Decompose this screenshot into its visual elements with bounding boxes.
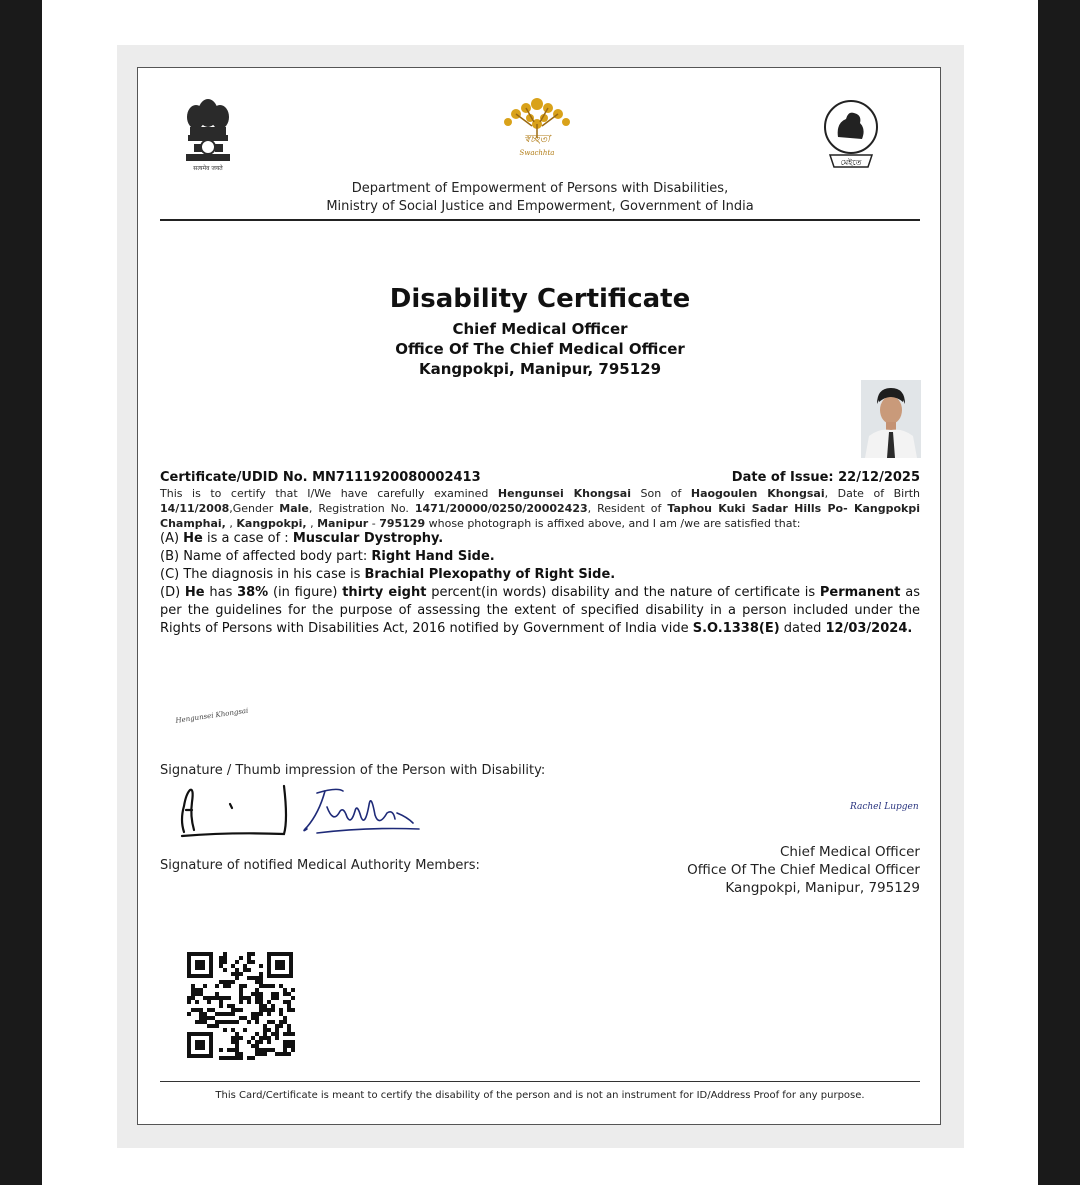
cmo-signature xyxy=(848,795,919,817)
authority-signature-2 xyxy=(297,783,422,838)
office-line-3: Kangpokpi, Manipur, 795129 xyxy=(419,360,661,378)
department-header xyxy=(160,180,920,216)
header-divider xyxy=(160,219,920,221)
certificate-number: Certificate/UDID No. MN7111920080002413 xyxy=(160,470,481,485)
footer-disclaimer: This Card/Certificate is meant to certify the disability of the person and is not an instrument for ID/Address Proof for any purpose. xyxy=(215,1090,865,1101)
person-name: Hengunsei Khongsai xyxy=(497,487,631,500)
state-logo-text: স্বচ্ছতা xyxy=(524,134,550,145)
person-signature-label: Signature / Thumb impression of the Person with Disability: xyxy=(160,763,546,778)
cmo-block xyxy=(680,843,920,897)
address-line-2: Kangpokpi, xyxy=(236,517,307,530)
manipur-seal-icon xyxy=(818,99,884,171)
cmo-line-2: Office Of The Chief Medical Officer xyxy=(687,862,920,878)
office-line-1: Chief Medical Officer xyxy=(452,320,628,338)
address-line-1: Taphou Kuki Sadar Hills Po- Kangpokpi Champhai, xyxy=(160,502,921,530)
authority-signature-1 xyxy=(172,780,292,840)
state-logo-icon xyxy=(498,94,576,160)
gender: Male xyxy=(279,502,309,515)
clause-b: (B) Name of affected body part: Right Hand Side. xyxy=(160,549,495,564)
findings-list xyxy=(160,530,920,638)
clause-c: (C) The diagnosis in his case is Brachial Plexopathy of Right Side. xyxy=(160,567,616,582)
office-line-2: Office Of The Chief Medical Officer xyxy=(395,340,685,358)
qr-code xyxy=(185,950,295,1060)
address-state: Manipur xyxy=(317,517,369,530)
certification-paragraph: This is to certify that I/We have carefully examined Hengunsei Khongsai Son of Haogoulen Khongsai, Date of Birth 14/11/2008,Gender Male, Registration No. 1471/20000/0250/20002423, Resident of Taphou Kuki Sadar Hills Po- Kangpokpi Champhai, , Kangpokpi, , Manipur - 795129 whose photograph is affixed above, and I am /we are satisfied that: xyxy=(160,487,921,530)
cmo-line-1: Chief Medical Officer xyxy=(779,844,920,860)
footer-divider xyxy=(160,1081,920,1082)
cmo-line-3: Kangpokpi, Manipur, 795129 xyxy=(725,880,920,896)
date-of-birth: 14/11/2008 xyxy=(160,502,230,515)
emblem-caption: सत्यमेव जयते xyxy=(193,165,223,172)
clause-a: (A) He is a case of : Muscular Dystrophy. xyxy=(160,531,444,546)
clause-d: (D) He has 38% (in figure) thirty eight percent(in words) disability and the nature of certificate is Permanent as per the guidelines for the purpose of assessing the extent of specified disability in a person included under the Rights of Persons with Disabilities Act, 2016 notified by Government of India vide S.O.1338(E) dated 12/03/2024. xyxy=(160,585,920,636)
person-signature xyxy=(173,703,249,727)
applicant-photo xyxy=(861,380,921,458)
certificate-title: Disability Certificate xyxy=(389,284,691,314)
svg-text:Hengunsei Khongsai: Hengunsei Khongsai xyxy=(174,706,249,725)
address-pin: 795129 xyxy=(379,517,426,530)
issue-date: Date of Issue: 22/12/2025 xyxy=(731,470,920,485)
svg-text:Rachel Lupgen: Rachel Lupgen xyxy=(850,802,919,812)
dept-line-1: Department of Empowerment of Persons with Disabilities, xyxy=(351,181,729,196)
seal-text: মেইতে xyxy=(840,158,862,167)
father-name: Haogoulen Khongsai xyxy=(690,487,825,500)
dept-line-2: Ministry of Social Justice and Empowerment, Government of India xyxy=(326,199,754,214)
authority-signature-label: Signature of notified Medical Authority Members: xyxy=(160,858,480,873)
registration-number: 1471/20000/0250/20002423 xyxy=(414,502,588,515)
svg-text:Swachhta: Swachhta xyxy=(519,149,555,157)
national-emblem-icon xyxy=(182,95,234,175)
